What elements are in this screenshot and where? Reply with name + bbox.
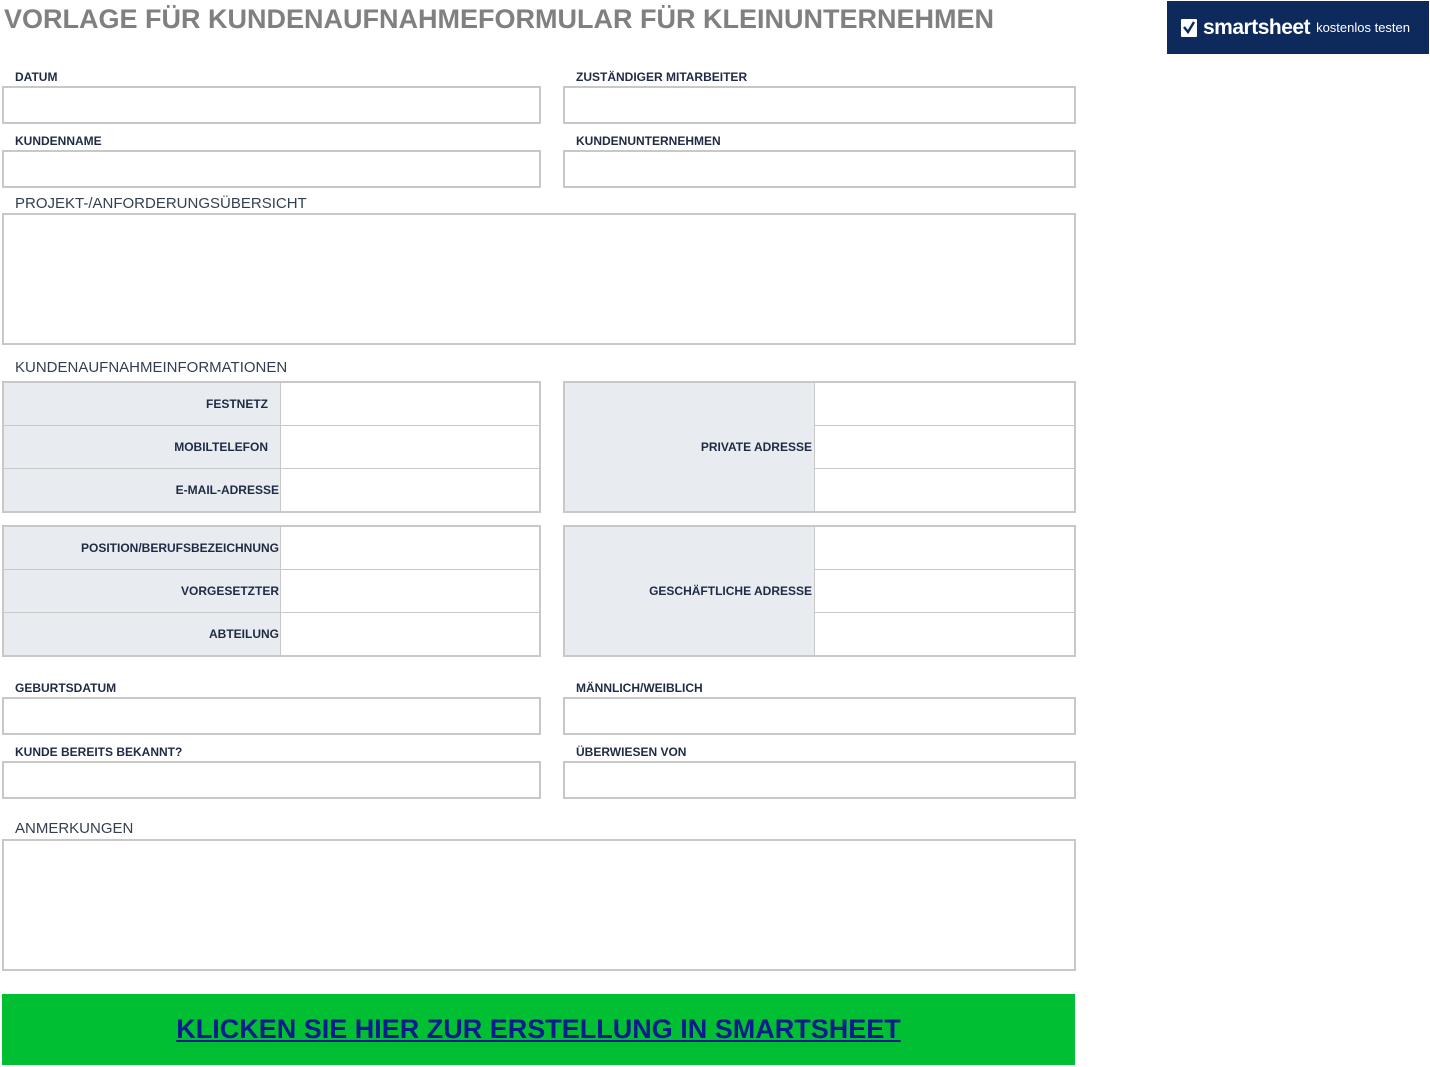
bekannt-label: KUNDE BEREITS BEKANNT?: [15, 745, 183, 759]
mobiltelefon-field[interactable]: [281, 426, 539, 469]
kundenunternehmen-field[interactable]: [563, 150, 1076, 188]
info-section-label: KUNDENAUFNAHMEINFORMATIONEN: [15, 359, 288, 376]
datum-label: DATUM: [15, 70, 58, 84]
kundenunternehmen-label: KUNDENUNTERNEHMEN: [576, 134, 721, 148]
email-label: E-MAIL-ADRESSE: [4, 469, 281, 511]
ueberwiesen-label: ÜBERWIESEN VON: [576, 745, 687, 759]
business-address-grid: [563, 525, 1076, 657]
geschlecht-field[interactable]: [563, 697, 1076, 735]
projekt-textarea[interactable]: [2, 213, 1076, 345]
geburtsdatum-label: GEBURTSDATUM: [15, 681, 117, 695]
geschaeftliche-adresse-line-1[interactable]: [815, 527, 1074, 570]
festnetz-field[interactable]: [281, 383, 539, 426]
logo-sub-text: kostenlos testen: [1316, 20, 1411, 35]
private-adresse-line-3[interactable]: [815, 469, 1074, 511]
anmerkungen-section-label: ANMERKUNGEN: [15, 820, 134, 837]
bekannt-field[interactable]: [2, 761, 541, 799]
geschaeftliche-adresse-label: GESCHÄFTLICHE ADRESSE: [565, 527, 815, 655]
private-address-grid: [563, 381, 1076, 513]
private-adresse-line-2[interactable]: [815, 426, 1074, 469]
smartsheet-check-icon: [1181, 19, 1197, 37]
kundenname-field[interactable]: [2, 150, 541, 188]
festnetz-label: FESTNETZ: [4, 383, 281, 426]
anmerkungen-textarea[interactable]: [2, 839, 1076, 971]
vorgesetzter-label: VORGESETZTER: [4, 570, 281, 613]
abteilung-field[interactable]: [281, 613, 539, 655]
cta-banner: [2, 994, 1075, 1065]
abteilung-label: ABTEILUNG: [4, 613, 281, 655]
ueberwiesen-field[interactable]: [563, 761, 1076, 799]
position-label: POSITION/BERUFSBEZEICHNUNG: [4, 527, 281, 570]
geburtsdatum-field[interactable]: [2, 697, 541, 735]
create-in-smartsheet-link[interactable]: KLICKEN SIE HIER ZUR ERSTELLUNG IN SMARTSHEET: [176, 1014, 901, 1044]
email-field[interactable]: [281, 469, 539, 511]
geschaeftliche-adresse-line-2[interactable]: [815, 570, 1074, 613]
position-field[interactable]: [281, 527, 539, 570]
kundenname-label: KUNDENNAME: [15, 134, 102, 148]
contact-grid: [2, 381, 541, 513]
logo-brand-text: smartsheet: [1203, 15, 1311, 39]
private-adresse-label: PRIVATE ADRESSE: [565, 383, 815, 511]
mitarbeiter-label: ZUSTÄNDIGER MITARBEITER: [576, 70, 748, 84]
mobiltelefon-label: MOBILTELEFON: [4, 426, 281, 469]
vorgesetzter-field[interactable]: [281, 570, 539, 613]
datum-field[interactable]: [2, 86, 541, 124]
page-title: VORLAGE FÜR KUNDENAUFNAHMEFORMULAR FÜR KLEINUNTERNEHMEN: [4, 4, 994, 34]
job-grid: [2, 525, 541, 657]
smartsheet-logo-link[interactable]: [1167, 1, 1429, 54]
geschaeftliche-adresse-line-3[interactable]: [815, 613, 1074, 655]
geschlecht-label: MÄNNLICH/WEIBLICH: [576, 681, 703, 695]
mitarbeiter-field[interactable]: [563, 86, 1076, 124]
projekt-section-label: PROJEKT-/ANFORDERUNGSÜBERSICHT: [15, 195, 307, 212]
private-adresse-line-1[interactable]: [815, 383, 1074, 426]
